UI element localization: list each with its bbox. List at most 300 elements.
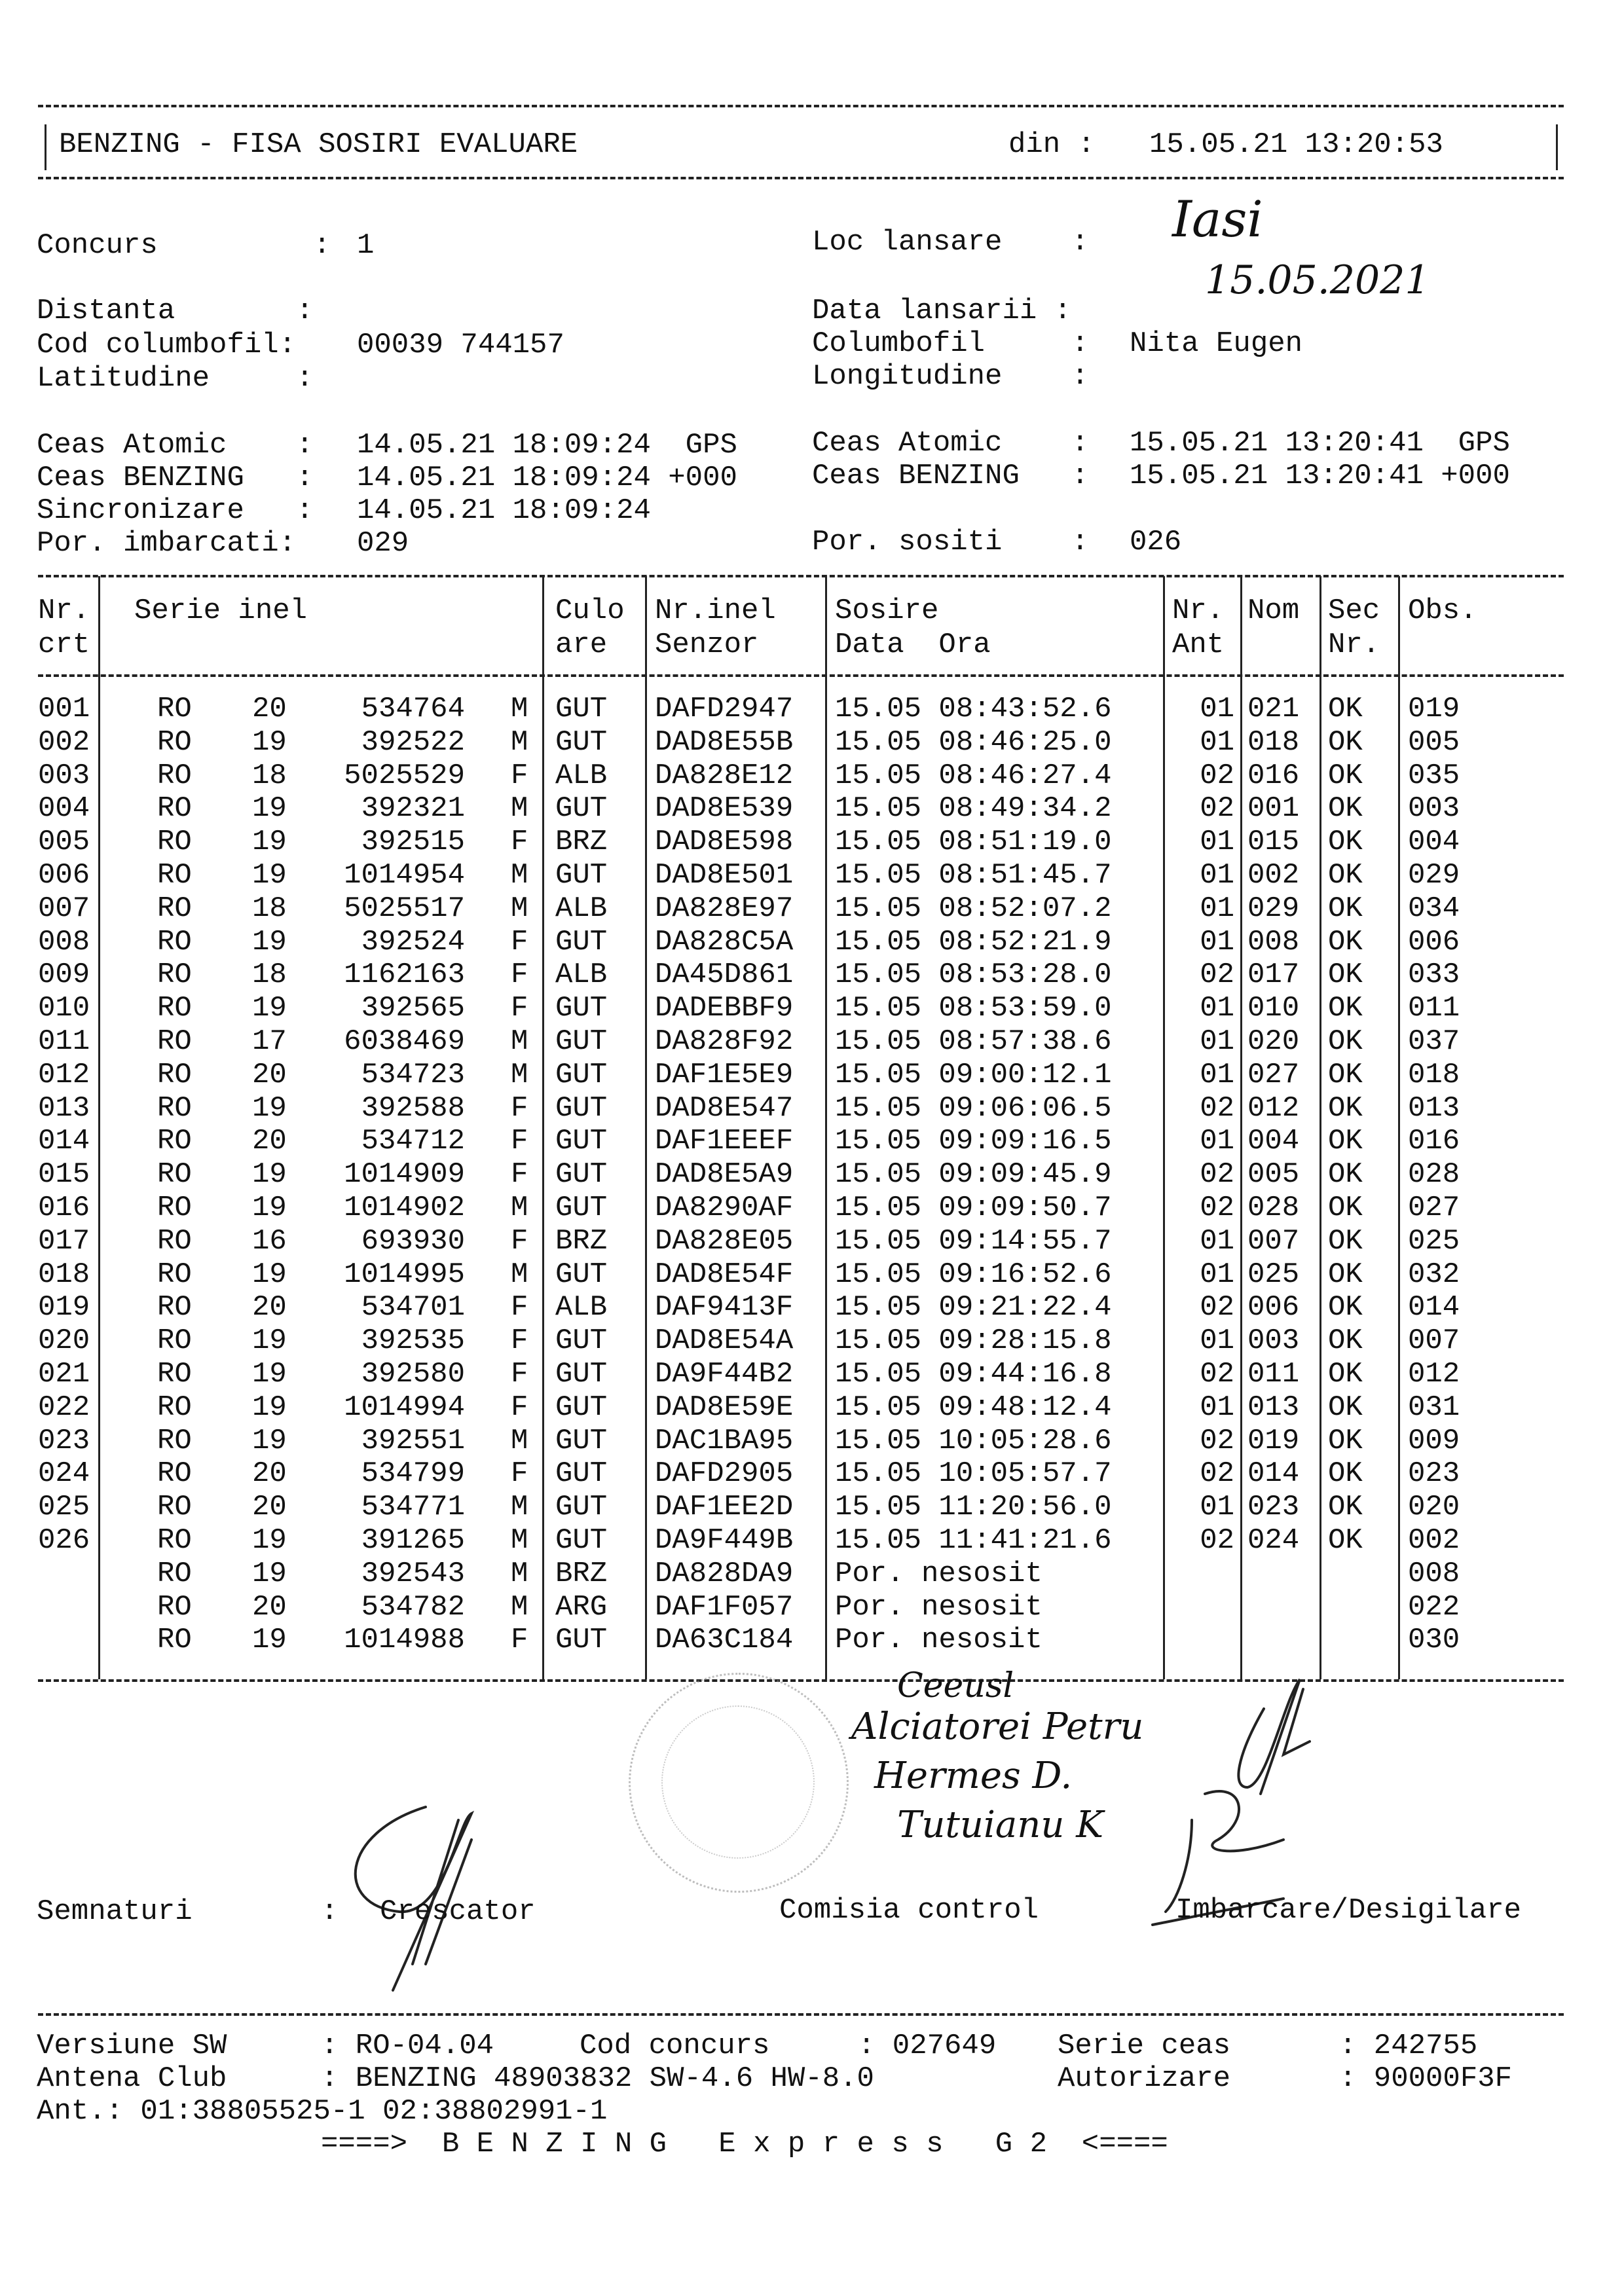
cell-an: 19 — [252, 1624, 287, 1657]
cell-an: 20 — [252, 1291, 287, 1324]
cell-inel: 534712 — [361, 1125, 465, 1158]
cell-an: 20 — [252, 1590, 287, 1624]
cell-sex: F — [511, 925, 528, 958]
th-culoare: Culo — [555, 594, 625, 627]
cell-nom: 005 — [1247, 1158, 1300, 1192]
cell-ant: 02 — [1200, 958, 1234, 992]
cell-ant: 01 — [1200, 826, 1234, 859]
cell-nom: 016 — [1247, 759, 1300, 792]
footer-cod-concurs-label: Cod concurs — [580, 2030, 770, 2062]
cell-cul: ALB — [555, 1291, 608, 1324]
footer-separator — [38, 2013, 1564, 2016]
cell-tara: RO — [157, 1025, 192, 1058]
th-sec-nr: Nr. — [1328, 629, 1380, 661]
cell-obs: 020 — [1408, 1491, 1460, 1524]
cell-senzor: DAF1EE2D — [655, 1491, 794, 1524]
cell-sosire: 15.05 09:06:06.5 — [835, 1091, 1112, 1125]
cell-ant: 01 — [1200, 1491, 1234, 1524]
th-nr: Nr. — [38, 594, 90, 627]
cell-nr: 023 — [38, 1424, 90, 1457]
cell-an: 20 — [252, 1125, 287, 1158]
col-line-4 — [825, 576, 827, 1679]
cell-sex: F — [511, 1158, 528, 1192]
cell-senzor: DA9F449B — [655, 1524, 794, 1557]
cell-an: 19 — [252, 1424, 287, 1457]
cell-nom: 003 — [1247, 1324, 1300, 1358]
cell-sex: M — [511, 725, 528, 759]
cell-sosire: 15.05 08:43:52.6 — [835, 693, 1112, 725]
cell-sex: F — [511, 1624, 528, 1657]
cell-nr: 006 — [38, 859, 90, 892]
cell-sec: OK — [1328, 1224, 1363, 1258]
ceas-benzing-end-value: 15.05.21 13:20:41 +000 — [1130, 460, 1510, 492]
cell-obs: 018 — [1408, 1058, 1460, 1091]
cell-senzor: DA828E97 — [655, 892, 794, 925]
table-header-separator — [38, 674, 1564, 677]
cell-senzor: DADEBBF9 — [655, 992, 794, 1025]
col-line-1 — [98, 576, 100, 1679]
cell-tara: RO — [157, 1491, 192, 1524]
cell-sex: M — [511, 1192, 528, 1224]
footer-autorizare-label: Autorizare — [1058, 2062, 1231, 2095]
cell-senzor: DA828E05 — [655, 1224, 794, 1258]
cell-inel: 391265 — [361, 1524, 465, 1557]
cell-tara: RO — [157, 925, 192, 958]
cell-tara: RO — [157, 1457, 192, 1491]
cell-inel: 5025517 — [344, 892, 465, 925]
cell-an: 18 — [252, 759, 287, 792]
cell-ant: 01 — [1200, 992, 1234, 1025]
cell-cul: BRZ — [555, 1224, 608, 1258]
cell-an: 19 — [252, 1158, 287, 1192]
cell-tara: RO — [157, 1557, 192, 1590]
cell-tara: RO — [157, 693, 192, 725]
cell-sosire: 15.05 11:41:21.6 — [835, 1524, 1112, 1557]
cell-cul: GUT — [555, 1125, 608, 1158]
cell-sosire: 15.05 09:44:16.8 — [835, 1358, 1112, 1391]
cell-nr: 002 — [38, 725, 90, 759]
cell-an: 19 — [252, 826, 287, 859]
info-columbofil-label: Columbofil : — [812, 327, 1089, 360]
info-concurs-value: 1 — [357, 229, 375, 262]
cell-sosire: 15.05 08:51:19.0 — [835, 826, 1112, 859]
header-left-border — [45, 124, 46, 170]
cell-tara: RO — [157, 1291, 192, 1324]
cell-inel: 392515 — [361, 826, 465, 859]
cell-sec: OK — [1328, 1424, 1363, 1457]
cell-sex: F — [511, 759, 528, 792]
cell-an: 20 — [252, 1491, 287, 1524]
cell-ant: 01 — [1200, 693, 1234, 725]
cell-sosire: 15.05 08:52:07.2 — [835, 892, 1112, 925]
cell-sec: OK — [1328, 826, 1363, 859]
cell-cul: ALB — [555, 759, 608, 792]
cell-an: 19 — [252, 725, 287, 759]
cell-ant: 01 — [1200, 1324, 1234, 1358]
header-right-border — [1556, 124, 1558, 170]
cell-ant: 02 — [1200, 1091, 1234, 1125]
cell-tara: RO — [157, 1358, 192, 1391]
cell-sex: M — [511, 693, 528, 725]
por-sositi-label: Por. sositi : — [812, 526, 1089, 558]
cell-obs: 004 — [1408, 826, 1460, 859]
cell-obs: 035 — [1408, 759, 1460, 792]
cell-nr: 004 — [38, 792, 90, 826]
handwritten-name-2: Alciatorei Petru — [851, 1705, 1144, 1748]
cell-sosire: 15.05 09:48:12.4 — [835, 1391, 1112, 1424]
footer-banner: ====> B E N Z I N G E x p r e s s G 2 <==== — [321, 2128, 1168, 2160]
cell-inel: 392588 — [361, 1091, 465, 1125]
cell-sosire: 15.05 09:09:50.7 — [835, 1192, 1112, 1224]
col-line-5 — [1163, 576, 1165, 1679]
cell-obs: 034 — [1408, 892, 1460, 925]
info-cod-value: 00039 744157 — [357, 329, 564, 361]
ceas-benzing-end-label: Ceas BENZING : — [812, 460, 1089, 492]
cell-sec: OK — [1328, 1291, 1363, 1324]
cell-obs: 007 — [1408, 1324, 1460, 1358]
cell-cul: GUT — [555, 1025, 608, 1058]
cell-nom: 021 — [1247, 693, 1300, 725]
cell-nr: 015 — [38, 1158, 90, 1192]
ceas-atomic-start-label: Ceas Atomic : — [37, 429, 314, 462]
cell-senzor: DAF1EEEF — [655, 1125, 794, 1158]
th-serie-inel: Serie inel — [134, 594, 308, 627]
cell-senzor: DAD8E547 — [655, 1091, 794, 1125]
cell-sosire: 15.05 08:53:59.0 — [835, 992, 1112, 1025]
cell-sosire: 15.05 09:28:15.8 — [835, 1324, 1112, 1358]
cell-tara: RO — [157, 1424, 192, 1457]
cell-obs: 037 — [1408, 1025, 1460, 1058]
cell-senzor: DA828C5A — [655, 925, 794, 958]
th-nr-ant: Nr. — [1172, 594, 1225, 627]
cell-an: 19 — [252, 1524, 287, 1557]
cell-ant: 01 — [1200, 859, 1234, 892]
cell-ant: 02 — [1200, 1524, 1234, 1557]
cell-cul: GUT — [555, 925, 608, 958]
cell-inel: 534701 — [361, 1291, 465, 1324]
handwritten-loc: Iasi — [1172, 190, 1263, 248]
col-line-7 — [1320, 576, 1321, 1679]
cell-nom: 029 — [1247, 892, 1300, 925]
cell-inel: 693930 — [361, 1224, 465, 1258]
cell-an: 19 — [252, 992, 287, 1025]
cell-nr: 025 — [38, 1491, 90, 1524]
header-top-border — [38, 105, 1564, 107]
cell-sex: M — [511, 1258, 528, 1291]
cell-sosire: 15.05 10:05:28.6 — [835, 1424, 1112, 1457]
cell-senzor: DA63C184 — [655, 1624, 794, 1657]
info-loc-label: Loc lansare : — [812, 226, 1089, 259]
cell-sex: F — [511, 826, 528, 859]
cell-obs: 028 — [1408, 1158, 1460, 1192]
cell-senzor: DA828DA9 — [655, 1557, 794, 1590]
cell-an: 19 — [252, 1358, 287, 1391]
cell-cul: GUT — [555, 992, 608, 1025]
info-cod-label: Cod columbofil: — [37, 329, 297, 361]
cell-an: 19 — [252, 1258, 287, 1291]
cell-sosire: 15.05 08:57:38.6 — [835, 1025, 1112, 1058]
cell-cul: GUT — [555, 1091, 608, 1125]
cell-tara: RO — [157, 1091, 192, 1125]
cell-ant: 02 — [1200, 1192, 1234, 1224]
cell-nr: 008 — [38, 925, 90, 958]
cell-an: 19 — [252, 1091, 287, 1125]
th-crt: crt — [38, 629, 90, 661]
cell-obs: 025 — [1408, 1224, 1460, 1258]
col-line-6 — [1240, 576, 1242, 1679]
cell-senzor: DAF1F057 — [655, 1590, 794, 1624]
cell-sec: OK — [1328, 1457, 1363, 1491]
footer-antennas: Ant.: 01:38805525-1 02:38802991-1 — [37, 2095, 608, 2128]
cell-ant: 01 — [1200, 1058, 1234, 1091]
header-title: BENZING - FISA SOSIRI EVALUARE — [59, 128, 578, 161]
cell-tara: RO — [157, 1324, 192, 1358]
cell-sec: OK — [1328, 1058, 1363, 1091]
handwritten-name-4: Tutuianu K — [897, 1804, 1104, 1846]
cell-tara: RO — [157, 892, 192, 925]
cell-senzor: DAD8E54F — [655, 1258, 794, 1291]
cell-ant: 01 — [1200, 725, 1234, 759]
cell-tara: RO — [157, 792, 192, 826]
cell-obs: 006 — [1408, 925, 1460, 958]
cell-ant: 02 — [1200, 1424, 1234, 1457]
cell-tara: RO — [157, 1391, 192, 1424]
cell-nom: 001 — [1247, 792, 1300, 826]
cell-tara: RO — [157, 725, 192, 759]
cell-nr: 021 — [38, 1358, 90, 1391]
footer-serie-ceas-label: Serie ceas — [1058, 2030, 1231, 2062]
label-imbarcare: Imbarcare/Desigilare — [1175, 1894, 1522, 1927]
cell-obs: 031 — [1408, 1391, 1460, 1424]
cell-sec: OK — [1328, 925, 1363, 958]
th-ant: Ant — [1172, 629, 1225, 661]
cell-tara: RO — [157, 1524, 192, 1557]
cell-senzor: DAC1BA95 — [655, 1424, 794, 1457]
cell-nr: 005 — [38, 826, 90, 859]
cell-inel: 534782 — [361, 1590, 465, 1624]
cell-inel: 392522 — [361, 725, 465, 759]
cell-senzor: DA9F44B2 — [655, 1358, 794, 1391]
info-distanta-label: Distanta : — [37, 295, 314, 327]
cell-sosire: 15.05 08:46:25.0 — [835, 725, 1112, 759]
cell-senzor: DAD8E5A9 — [655, 1158, 794, 1192]
cell-cul: GUT — [555, 1457, 608, 1491]
cell-sosire: 15.05 09:00:12.1 — [835, 1058, 1112, 1091]
cell-obs: 029 — [1408, 859, 1460, 892]
cell-obs: 027 — [1408, 1192, 1460, 1224]
cell-tara: RO — [157, 1058, 192, 1091]
cell-cul: GUT — [555, 1524, 608, 1557]
info-concurs-label: Concurs : — [37, 229, 331, 262]
cell-nom: 007 — [1247, 1224, 1300, 1258]
cell-nom: 028 — [1247, 1192, 1300, 1224]
cell-inel: 534799 — [361, 1457, 465, 1491]
cell-tara: RO — [157, 1258, 192, 1291]
cell-sex: M — [511, 1557, 528, 1590]
cell-cul: GUT — [555, 1424, 608, 1457]
th-sec: Sec — [1328, 594, 1380, 627]
cell-an: 18 — [252, 892, 287, 925]
cell-inel: 6038469 — [344, 1025, 465, 1058]
cell-sec: OK — [1328, 759, 1363, 792]
cell-obs: 008 — [1408, 1557, 1460, 1590]
cell-sosire: Por. nesosit — [835, 1557, 1043, 1590]
cell-sosire: 15.05 08:52:21.9 — [835, 925, 1112, 958]
cell-nom: 008 — [1247, 925, 1300, 958]
cell-senzor: DAD8E598 — [655, 826, 794, 859]
cell-senzor: DAD8E59E — [655, 1391, 794, 1424]
cell-an: 17 — [252, 1025, 287, 1058]
info-longitudine-label: Longitudine : — [812, 360, 1089, 393]
cell-inel: 392565 — [361, 992, 465, 1025]
cell-nr: 013 — [38, 1091, 90, 1125]
cell-nr: 001 — [38, 693, 90, 725]
cell-ant: 02 — [1200, 1158, 1234, 1192]
cell-tara: RO — [157, 759, 192, 792]
cell-nom: 004 — [1247, 1125, 1300, 1158]
cell-inel: 1014902 — [344, 1192, 465, 1224]
cell-ant: 02 — [1200, 759, 1234, 792]
cell-cul: GUT — [555, 1158, 608, 1192]
cell-obs: 023 — [1408, 1457, 1460, 1491]
cell-sosire: 15.05 11:20:56.0 — [835, 1491, 1112, 1524]
cell-cul: BRZ — [555, 826, 608, 859]
cell-sex: F — [511, 1358, 528, 1391]
cell-obs: 009 — [1408, 1424, 1460, 1457]
cell-nom: 020 — [1247, 1025, 1300, 1058]
cell-an: 19 — [252, 925, 287, 958]
cell-sex: F — [511, 1125, 528, 1158]
th-sosire: Sosire — [835, 594, 939, 627]
th-nr-inel: Nr.inel — [655, 594, 776, 627]
header-bottom-border — [38, 177, 1564, 179]
cell-cul: GUT — [555, 1058, 608, 1091]
cell-nom: 015 — [1247, 826, 1300, 859]
cell-nom: 011 — [1247, 1358, 1300, 1391]
cell-tara: RO — [157, 1624, 192, 1657]
cell-an: 19 — [252, 792, 287, 826]
cell-sex: F — [511, 1324, 528, 1358]
cell-sosire: 15.05 08:49:34.2 — [835, 792, 1112, 826]
col-line-3 — [645, 576, 647, 1679]
cell-sex: F — [511, 1224, 528, 1258]
col-line-2 — [542, 576, 544, 1679]
cell-nom: 014 — [1247, 1457, 1300, 1491]
th-senzor: Senzor — [655, 629, 759, 661]
cell-inel: 392580 — [361, 1358, 465, 1391]
semnaturi-label: Semnaturi — [37, 1895, 193, 1928]
cell-tara: RO — [157, 992, 192, 1025]
cell-an: 20 — [252, 1457, 287, 1491]
cell-nom: 024 — [1247, 1524, 1300, 1557]
cell-obs: 014 — [1408, 1291, 1460, 1324]
cell-an: 19 — [252, 1192, 287, 1224]
cell-inel: 1014909 — [344, 1158, 465, 1192]
cell-inel: 392543 — [361, 1557, 465, 1590]
label-crescator: Crescator — [380, 1895, 536, 1928]
cell-senzor: DAD8E501 — [655, 859, 794, 892]
cell-cul: BRZ — [555, 1557, 608, 1590]
cell-sec: OK — [1328, 1025, 1363, 1058]
cell-inel: 1014954 — [344, 859, 465, 892]
cell-nr: 012 — [38, 1058, 90, 1091]
cell-tara: RO — [157, 859, 192, 892]
cell-sec: OK — [1328, 725, 1363, 759]
cell-obs: 032 — [1408, 1258, 1460, 1291]
cell-sosire: Por. nesosit — [835, 1590, 1043, 1624]
cell-sec: OK — [1328, 1091, 1363, 1125]
footer-cod-concurs-value: : 027649 — [858, 2030, 997, 2062]
cell-nr: 018 — [38, 1258, 90, 1291]
cell-cul: GUT — [555, 1324, 608, 1358]
cell-sex: M — [511, 1491, 528, 1524]
cell-obs: 013 — [1408, 1091, 1460, 1125]
cell-inel: 392524 — [361, 925, 465, 958]
cell-cul: GUT — [555, 859, 608, 892]
cell-nom: 027 — [1247, 1058, 1300, 1091]
cell-sex: M — [511, 792, 528, 826]
cell-cul: GUT — [555, 1258, 608, 1291]
cell-nr: 011 — [38, 1025, 90, 1058]
cell-tara: RO — [157, 826, 192, 859]
cell-obs: 002 — [1408, 1524, 1460, 1557]
cell-sec: OK — [1328, 693, 1363, 725]
cell-cul: GUT — [555, 693, 608, 725]
cell-nom: 019 — [1247, 1424, 1300, 1457]
cell-tara: RO — [157, 1125, 192, 1158]
cell-cul: GUT — [555, 1391, 608, 1424]
cell-sec: OK — [1328, 958, 1363, 992]
handwritten-name-1: Ceeusl — [897, 1666, 1014, 1705]
info-columbofil-value: Nita Eugen — [1130, 327, 1303, 360]
cell-an: 19 — [252, 1391, 287, 1424]
cell-obs: 012 — [1408, 1358, 1460, 1391]
cell-nr: 017 — [38, 1224, 90, 1258]
cell-sex: M — [511, 892, 528, 925]
cell-sosire: 15.05 08:46:27.4 — [835, 759, 1112, 792]
cell-sec: OK — [1328, 792, 1363, 826]
cell-nr: 014 — [38, 1125, 90, 1158]
cell-cul: GUT — [555, 1358, 608, 1391]
cell-cul: ARG — [555, 1590, 608, 1624]
cell-nr: 007 — [38, 892, 90, 925]
cell-cul: GUT — [555, 725, 608, 759]
ceas-atomic-end-label: Ceas Atomic : — [812, 427, 1089, 460]
cell-inel: 392551 — [361, 1424, 465, 1457]
cell-inel: 1162163 — [344, 958, 465, 992]
table-top-border — [38, 575, 1564, 577]
cell-an: 18 — [252, 958, 287, 992]
cell-an: 19 — [252, 859, 287, 892]
cell-ant: 02 — [1200, 1457, 1234, 1491]
cell-senzor: DAD8E55B — [655, 725, 794, 759]
cell-senzor: DAF9413F — [655, 1291, 794, 1324]
cell-inel: 392535 — [361, 1324, 465, 1358]
cell-nr: 019 — [38, 1291, 90, 1324]
cell-obs: 011 — [1408, 992, 1460, 1025]
cell-cul: ALB — [555, 958, 608, 992]
cell-senzor: DAFD2947 — [655, 693, 794, 725]
ceas-benzing-start-label: Ceas BENZING : — [37, 462, 314, 494]
por-imbarcati-value: 029 — [357, 527, 409, 560]
cell-ant: 02 — [1200, 1291, 1234, 1324]
cell-sosire: Por. nesosit — [835, 1624, 1043, 1657]
handwritten-date: 15.05.2021 — [1205, 257, 1430, 303]
cell-an: 20 — [252, 693, 287, 725]
footer-autorizare-value: : 90000F3F — [1339, 2062, 1513, 2095]
cell-sex: F — [511, 958, 528, 992]
cell-ant: 01 — [1200, 1025, 1234, 1058]
